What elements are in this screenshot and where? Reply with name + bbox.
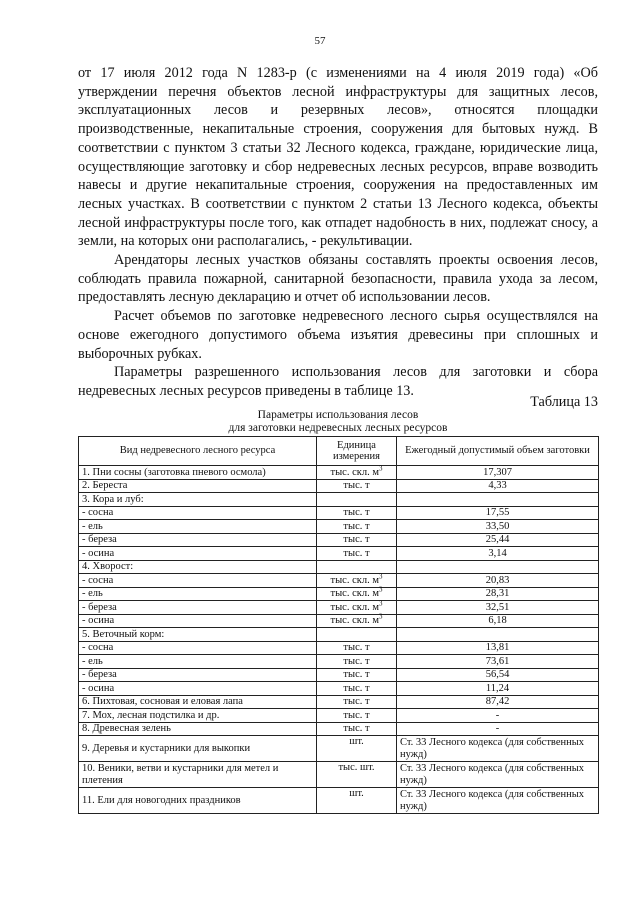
table-header-row [79, 437, 599, 466]
unit-text: тыс. т [343, 696, 370, 707]
volume-cell: 33,50 [397, 520, 599, 534]
table-row [79, 736, 599, 762]
resource-name-cell: - ель [79, 655, 317, 669]
page-number: 57 [314, 35, 326, 47]
unit-superscript: 3 [378, 599, 383, 607]
table-row [79, 709, 599, 723]
body-text [78, 64, 598, 401]
table-row [79, 628, 599, 642]
resource-name-cell: - береза [79, 533, 317, 547]
unit-text: тыс. т [343, 520, 370, 532]
volume-cell: 17,307 [397, 466, 599, 480]
table-row [79, 682, 599, 696]
unit-cell [317, 506, 397, 520]
unit-text: шт. [349, 788, 364, 799]
unit-cell [317, 520, 397, 534]
unit-text: тыс. скл. м [330, 615, 379, 626]
volume-cell: 73,61 [397, 655, 599, 669]
paragraph-1: от 17 июля 2012 года N 1283-р (с изменениями на 4 июля 2019 года) «Об утверждении перечня объектов лесной инфраструктуры для защитных лесов, эксплуатационных лесов и резервных лесов», относятся площадки производственные, некапитальные строения, сооружения для бытовых нужд. В соответствии с пунктом 3 статьи 32 Лесного кодекса, граждане, юридические лица, осуществляющие заготовку и сбор недревесных лесных ресурсов, вправе возводить навесы и другие некапитальные строения, сооружения на предоставленных им лесных участках. В соответствии с пунктом 2 статьи 13 Лесного кодекса, объекты лесной инфраструктуры после того, как отпадет надобность в них, подлежат сносу, а земли, на которых они располагались, - рекультивации. [78, 65, 598, 250]
unit-superscript: 3 [378, 585, 383, 594]
header-unit: Единица измерения [317, 437, 397, 466]
resource-name-cell: 7. Мох, лесная подстилка и др. [79, 709, 317, 723]
header-resource: Вид недревесного лесного ресурса [79, 437, 317, 466]
resource-name-cell: 6. Пихтовая, сосновая и еловая лапа [79, 695, 317, 709]
volume-cell: 13,81 [397, 641, 599, 655]
table-row [79, 533, 599, 547]
volume-cell: 87,42 [397, 695, 599, 709]
resource-name-cell: - осина [79, 547, 317, 561]
volume-cell: 28,31 [397, 587, 599, 601]
volume-cell: 20,83 [397, 574, 599, 588]
resource-name-cell: 5. Веточный корм: [79, 628, 317, 642]
resource-name-cell: - ель [79, 520, 317, 534]
volume-cell: - [397, 722, 599, 736]
unit-cell [317, 682, 397, 696]
resource-name-cell: 9. Деревья и кустарники для выкопки [79, 736, 317, 762]
unit-text: тыс. т [343, 534, 370, 545]
unit-text: тыс. т [343, 642, 370, 653]
unit-text: тыс. т [343, 669, 370, 680]
paragraph-4: Параметры разрешенного использования лесов для заготовки и сбора недревесных лесных ресурсов приведены в таблице 13. [78, 364, 598, 399]
table-row [79, 506, 599, 520]
unit-cell [317, 587, 397, 601]
unit-text: тыс. т [343, 547, 370, 559]
table-label: Таблица 13 [530, 394, 598, 410]
unit-cell [317, 547, 397, 561]
table-row [79, 479, 599, 493]
unit-text: тыс. т [343, 655, 370, 667]
volume-cell: Ст. 33 Лесного кодекса (для собственных нужд) [397, 736, 599, 762]
paragraph-3: Расчет объемов по заготовке недревесного лесного сырья осуществлялся на основе ежегодного допустимого объема изъятия древесины при сплошных и выборочных рубках. [78, 308, 598, 362]
table-caption-line-2: для заготовки недревесных лесных ресурсов [228, 422, 448, 434]
resource-name-cell: - осина [79, 682, 317, 696]
resource-name-cell: - береза [79, 668, 317, 682]
resource-name-cell: 1. Пни сосны (заготовка пневого осмола) [79, 466, 317, 480]
table-row [79, 493, 599, 507]
table-row [79, 547, 599, 561]
unit-cell [317, 628, 397, 642]
resource-name-cell: 8. Древесная зелень [79, 722, 317, 736]
unit-superscript: 3 [378, 572, 383, 580]
unit-cell [317, 614, 397, 628]
unit-cell [317, 695, 397, 709]
table-row [79, 722, 599, 736]
unit-text: тыс. шт. [338, 762, 375, 773]
resource-name-cell: 2. Береста [79, 479, 317, 493]
unit-cell [317, 560, 397, 574]
resource-name-cell: - осина [79, 614, 317, 628]
table-caption-line-1: Параметры использования лесов [257, 409, 419, 421]
unit-cell [317, 466, 397, 480]
table-row [79, 601, 599, 615]
unit-cell [317, 493, 397, 507]
volume-cell [397, 493, 599, 507]
resource-name-cell: - сосна [79, 506, 317, 520]
unit-cell [317, 479, 397, 493]
volume-cell: Ст. 33 Лесного кодекса (для собственных нужд) [397, 788, 599, 814]
unit-cell [317, 574, 397, 588]
table-row [79, 574, 599, 588]
unit-text: тыс. скл. м [330, 588, 379, 599]
unit-cell [317, 722, 397, 736]
volume-cell [397, 628, 599, 642]
unit-text: тыс. скл. м [330, 601, 379, 613]
unit-cell [317, 641, 397, 655]
unit-cell [317, 668, 397, 682]
table-row [79, 762, 599, 788]
table-row [79, 668, 599, 682]
unit-cell [317, 788, 397, 814]
unit-cell [317, 709, 397, 723]
volume-cell: 17,55 [397, 506, 599, 520]
resource-name-cell: 10. Веники, ветви и кустарники для метел и плетения [79, 762, 317, 788]
unit-text: тыс. т [343, 709, 370, 721]
unit-superscript: 3 [378, 464, 383, 472]
volume-cell: 3,14 [397, 547, 599, 561]
resource-name-cell: - сосна [79, 641, 317, 655]
unit-cell [317, 533, 397, 547]
unit-superscript: 3 [378, 612, 383, 621]
table-row [79, 788, 599, 814]
resource-name-cell: - сосна [79, 574, 317, 588]
unit-text: тыс. скл. м [330, 574, 379, 586]
volume-cell: 32,51 [397, 601, 599, 615]
volume-cell: 4,33 [397, 479, 599, 493]
table-row [79, 641, 599, 655]
unit-cell [317, 736, 397, 762]
unit-cell [317, 601, 397, 615]
volume-cell: 6,18 [397, 614, 599, 628]
volume-cell: - [397, 709, 599, 723]
table-row [79, 695, 599, 709]
resource-name-cell: - ель [79, 587, 317, 601]
resource-name-cell: 11. Ели для новогодних праздников [79, 788, 317, 814]
unit-text: тыс. т [343, 507, 370, 518]
table-row [79, 560, 599, 574]
volume-cell: Ст. 33 Лесного кодекса (для собственных нужд) [397, 762, 599, 788]
table-row [79, 614, 599, 628]
volume-cell: 25,44 [397, 533, 599, 547]
unit-text: тыс. т [343, 480, 370, 491]
unit-text: тыс. т [343, 723, 370, 734]
unit-cell [317, 762, 397, 788]
table-row [79, 466, 599, 480]
paragraph-2: Арендаторы лесных участков обязаны составлять проекты освоения лесов, соблюдать правила пожарной, санитарной безопасности, правила ухода за лесом, предоставлять лесную декларацию и отчет об использовании лесов. [78, 252, 598, 306]
resource-name-cell: 3. Кора и луб: [79, 493, 317, 507]
header-volume: Ежегодный допустимый объем заготовки [397, 437, 599, 466]
resource-table [78, 436, 599, 814]
table-row [79, 520, 599, 534]
volume-cell: 11,24 [397, 682, 599, 696]
table-row [79, 655, 599, 669]
unit-text: тыс. скл. м [330, 466, 379, 478]
unit-cell [317, 655, 397, 669]
resource-name-cell: - береза [79, 601, 317, 615]
unit-text: тыс. т [343, 682, 370, 694]
volume-cell: 56,54 [397, 668, 599, 682]
volume-cell [397, 560, 599, 574]
table-row [79, 587, 599, 601]
table-body [79, 466, 599, 814]
resource-name-cell: 4. Хворост: [79, 560, 317, 574]
unit-text: шт. [349, 736, 364, 747]
